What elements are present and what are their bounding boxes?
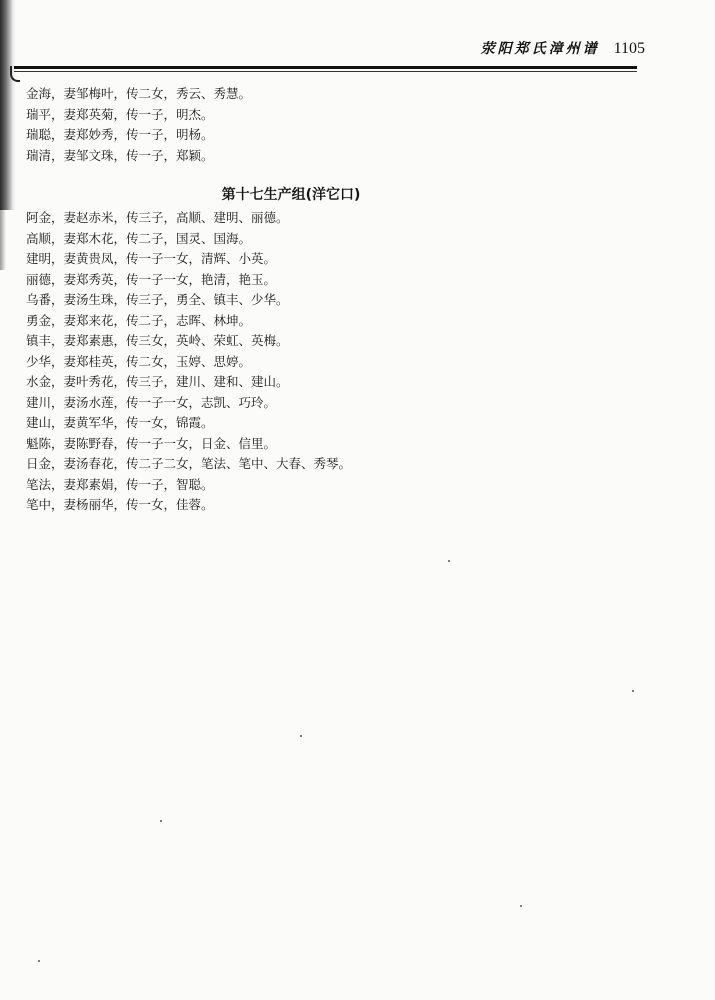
genealogy-entry: 乌番，妻汤生珠，传三子，勇全、镇丰、少华。 <box>26 292 289 307</box>
genealogy-entry: 金海，妻邹梅叶，传二女，秀云、秀慧。 <box>26 86 252 101</box>
header-rule-thin <box>14 71 637 72</box>
binding-shadow <box>0 0 16 210</box>
scan-speck <box>448 560 450 562</box>
scan-speck <box>300 735 302 737</box>
running-header <box>481 38 645 58</box>
header-rule-thick <box>14 66 637 69</box>
genealogy-entry: 阿金，妻赵赤米，传三子，高顺、建明、丽德。 <box>26 210 289 225</box>
genealogy-entry: 建川，妻汤水莲，传一子一女，志凯、巧玲。 <box>26 394 277 410</box>
genealogy-entry: 建明，妻黄贵凤，传一子一女，清辉、小英。 <box>26 251 277 266</box>
genealogy-entry: 丽德，妻郑秀英，传一子一女，艳清，艳玉。 <box>26 271 277 287</box>
genealogy-entry: 魁陈，妻陈野春，传一子一女，日金、信里。 <box>26 435 277 451</box>
genealogy-entry: 勇金，妻郑来花，传二子，志晖、林坤。 <box>26 312 252 328</box>
genealogy-entry: 镇丰，妻郑素惠，传三女，英岭、荣虹、英梅。 <box>26 333 289 348</box>
genealogy-entry: 笔中，妻杨丽华，传一女，佳蓉。 <box>26 497 214 512</box>
scan-speck <box>520 905 522 907</box>
scan-speck <box>38 960 40 962</box>
genealogy-entry: 瑞平，妻郑英菊，传一子，明杰。 <box>26 106 214 122</box>
section-heading: 第十七生产组(洋它口) <box>221 187 361 203</box>
genealogy-entry: 瑞聪，妻郑妙秀，传一子，明杨。 <box>26 127 214 142</box>
genealogy-entry: 建山，妻黄军华，传一女，锦霞。 <box>26 415 214 430</box>
page-number: 1105 <box>613 40 645 57</box>
scan-speck <box>632 690 634 692</box>
genealogy-entry: 笔法，妻郑素娟，传一子，智聪。 <box>26 476 214 492</box>
header-title: 荥阳郑氏漳州谱 <box>480 41 600 57</box>
genealogy-entry: 水金，妻叶秀花，传三子，建川、建和、建山。 <box>26 374 289 389</box>
page-body <box>26 84 626 516</box>
scan-speck <box>160 820 162 822</box>
genealogy-entry: 瑞清，妻邹文珠，传一子，郑颖。 <box>26 147 214 163</box>
genealogy-entry: 日金，妻汤春花，传二子二女，笔法、笔中、大春、秀琴。 <box>26 456 352 471</box>
genealogy-entry: 高顺，妻郑木花，传二子，国灵、国海。 <box>26 230 252 246</box>
binding-shadow-lower <box>0 210 6 270</box>
genealogy-entry: 少华，妻郑桂英，传二女，玉婷、思婷。 <box>26 353 252 369</box>
